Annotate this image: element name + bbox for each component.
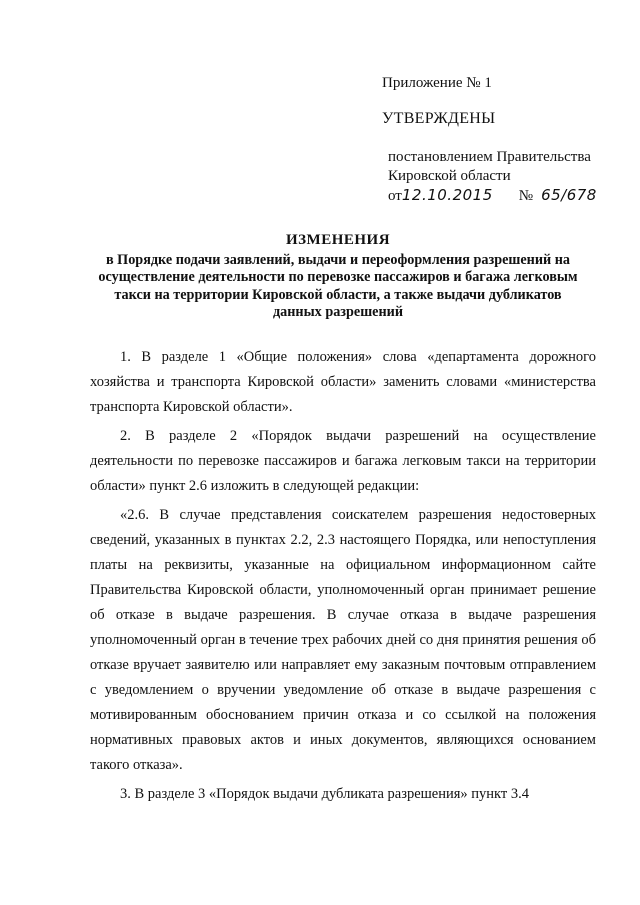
- approved-label: УТВЕРЖДЕНЫ: [382, 110, 496, 127]
- document-header: [90, 232, 586, 322]
- date-prefix: от: [388, 188, 402, 204]
- document-title: ИЗМЕНЕНИЯ: [285, 232, 391, 248]
- decree-line-1: постановлением Правительства: [388, 149, 591, 165]
- paragraph-1: 1. В разделе 1 «Общие положения» слова «департамента дорожного хозяйства и транспорта Кировской области» заменить словами «министерства транспорта Кировской области».: [90, 349, 596, 415]
- date-number-line: [382, 186, 622, 206]
- annex-label: Приложение № 1: [382, 75, 492, 91]
- document-subtitle: в Порядке подачи заявлений, выдачи и переоформления разрешений на осуществление деятельности по перевозке пассажиров и багажа легковым такси на территории Кировской области, а также выдачи дубликатов данных разрешений: [98, 251, 578, 320]
- handwritten-number: 65/678: [541, 186, 597, 204]
- paragraph-4: 3. В разделе 3 «Порядок выдачи дубликата разрешения» пункт 3.4: [120, 786, 530, 802]
- number-sign: №: [518, 188, 534, 204]
- paragraph-2: 2. В разделе 2 «Порядок выдачи разрешений на осуществление деятельности по перевозке пассажиров и багажа легковым такси на территории области» пункт 2.6 изложить в следующей редакции:: [90, 428, 596, 494]
- approval-block: [382, 74, 622, 206]
- paragraph-3: «2.6. В случае представления соискателем разрешения недостоверных сведений, указанных в пунктах 2.2, 2.3 настоящего Порядка, или непоступления платы на реквизиты, указанные на официальном информационном сайте Правительства Кировской области, уполномоченный орган принимает решение об отказе в выдаче разрешения. В случае отказа в выдаче разрешения уполномоченный орган в течение трех рабочих дней со дня принятия решения об отказе вручает заявителю или направляет ему заказным почтовым отправлением с уведомлением о вручении уведомление об отказе в выдаче разрешения с мотивированным обоснованием причин отказа и со ссылкой на положения нормативных правовых актов и иных документов, являющихся основанием такого отказа».: [90, 507, 596, 773]
- document-body: [90, 345, 596, 811]
- decree-line-2: Кировской области: [388, 168, 511, 184]
- handwritten-date: 12.10.2015: [401, 186, 493, 204]
